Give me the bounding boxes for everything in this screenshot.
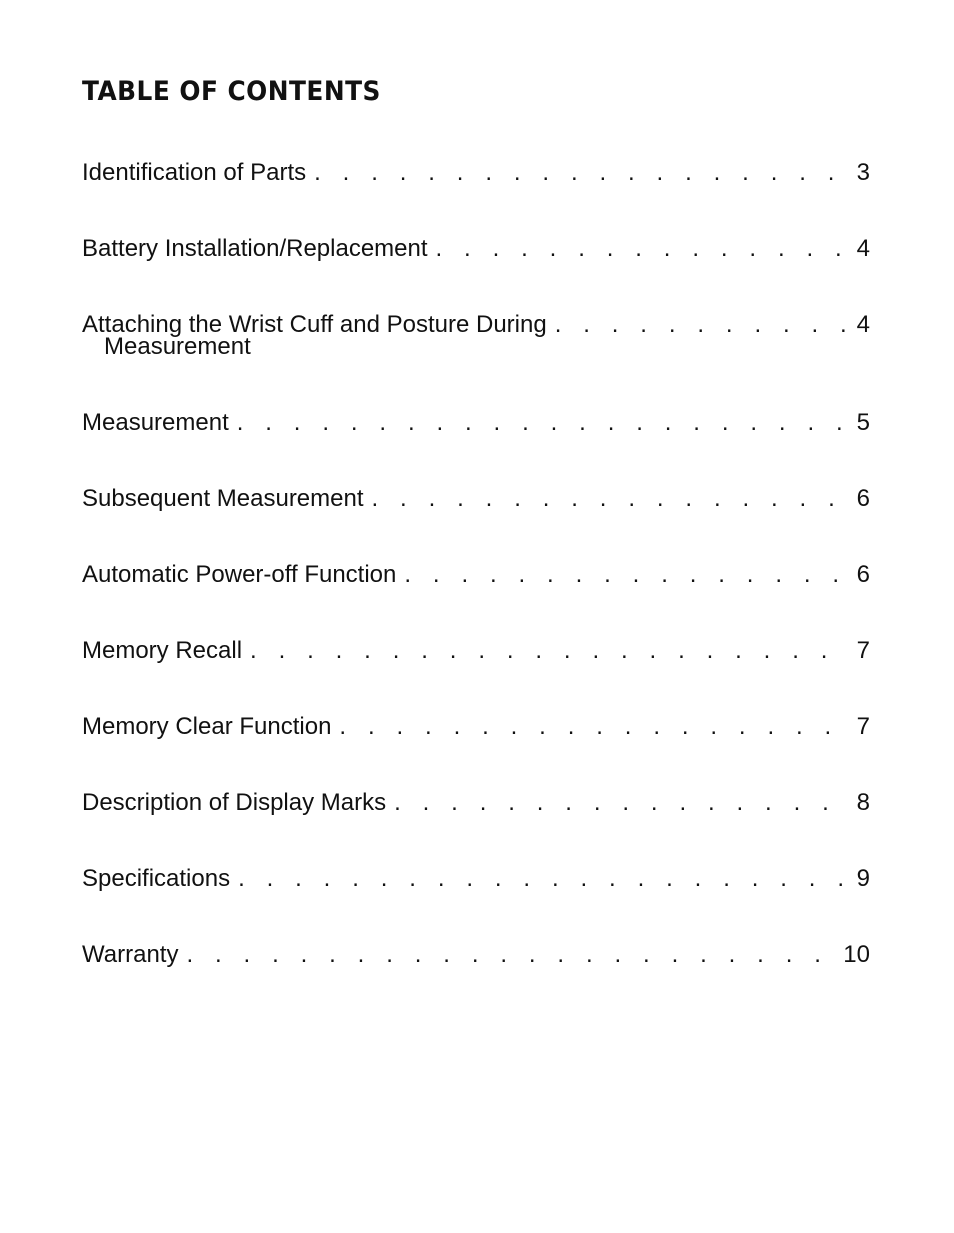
toc-entry-memory-clear[interactable] [82,713,870,741]
toc-entry-page-number: 6 [856,561,870,588]
toc-entry-title: Identification of Parts [82,159,307,186]
toc-entry-specifications[interactable] [82,865,870,893]
toc-entry-memory-recall[interactable] [82,637,870,665]
toc-entry-page-number: 7 [856,637,870,664]
toc-entry-title: Description of Display Marks [82,789,387,816]
toc-entry-page-number: 3 [856,159,870,186]
toc-entry-page-number: 6 [856,485,870,512]
dot-leader [250,637,851,665]
toc-entry-page-number: 9 [856,865,870,892]
toc-entry-title: Automatic Power-off Function [82,561,397,588]
toc-entry-title: Warranty [82,941,179,968]
toc-entry-title: Subsequent Measurement [82,485,364,512]
dot-leader [372,485,851,513]
dot-leader [394,789,851,817]
toc-entry-title: Attaching the Wrist Cuff and Posture During [82,311,547,338]
toc-entry-page-number: 7 [856,713,870,740]
toc-entry-title: Specifications [82,865,231,892]
toc-entry-title: Battery Installation/Replacement [82,235,428,262]
dot-leader [404,561,850,589]
dot-leader [314,159,851,187]
dot-leader [237,409,851,437]
page-title: TABLE OF CONTENTS [82,76,381,107]
toc-entry-page-number: 4 [856,311,870,338]
toc-entry-warranty[interactable] [82,941,870,969]
toc-entry-page-number: 5 [856,409,870,436]
toc-entry-page-number: 8 [856,789,870,816]
toc-entry-identification-of-parts[interactable] [82,159,870,187]
dot-leader [436,235,851,263]
toc-entry-display-marks[interactable] [82,789,870,817]
toc-entry-battery-installation[interactable] [82,235,870,263]
toc-entry-automatic-power-off[interactable] [82,561,870,589]
dot-leader [555,311,851,339]
toc-entry-page-number: 4 [856,235,870,262]
dot-leader [186,941,837,969]
toc-entry-page-number: 10 [843,941,870,968]
toc-entry-attaching-wrist-cuff[interactable] [82,311,870,361]
toc-entry-title-continuation: Measurement [104,333,251,360]
toc-entry-measurement[interactable] [82,409,870,437]
toc-entry-subsequent-measurement[interactable] [82,485,870,513]
toc-entry-title: Measurement [82,409,229,436]
toc-entry-title: Memory Recall [82,637,243,664]
dot-leader [339,713,850,741]
dot-leader [238,865,851,893]
toc-entry-title: Memory Clear Function [82,713,332,740]
